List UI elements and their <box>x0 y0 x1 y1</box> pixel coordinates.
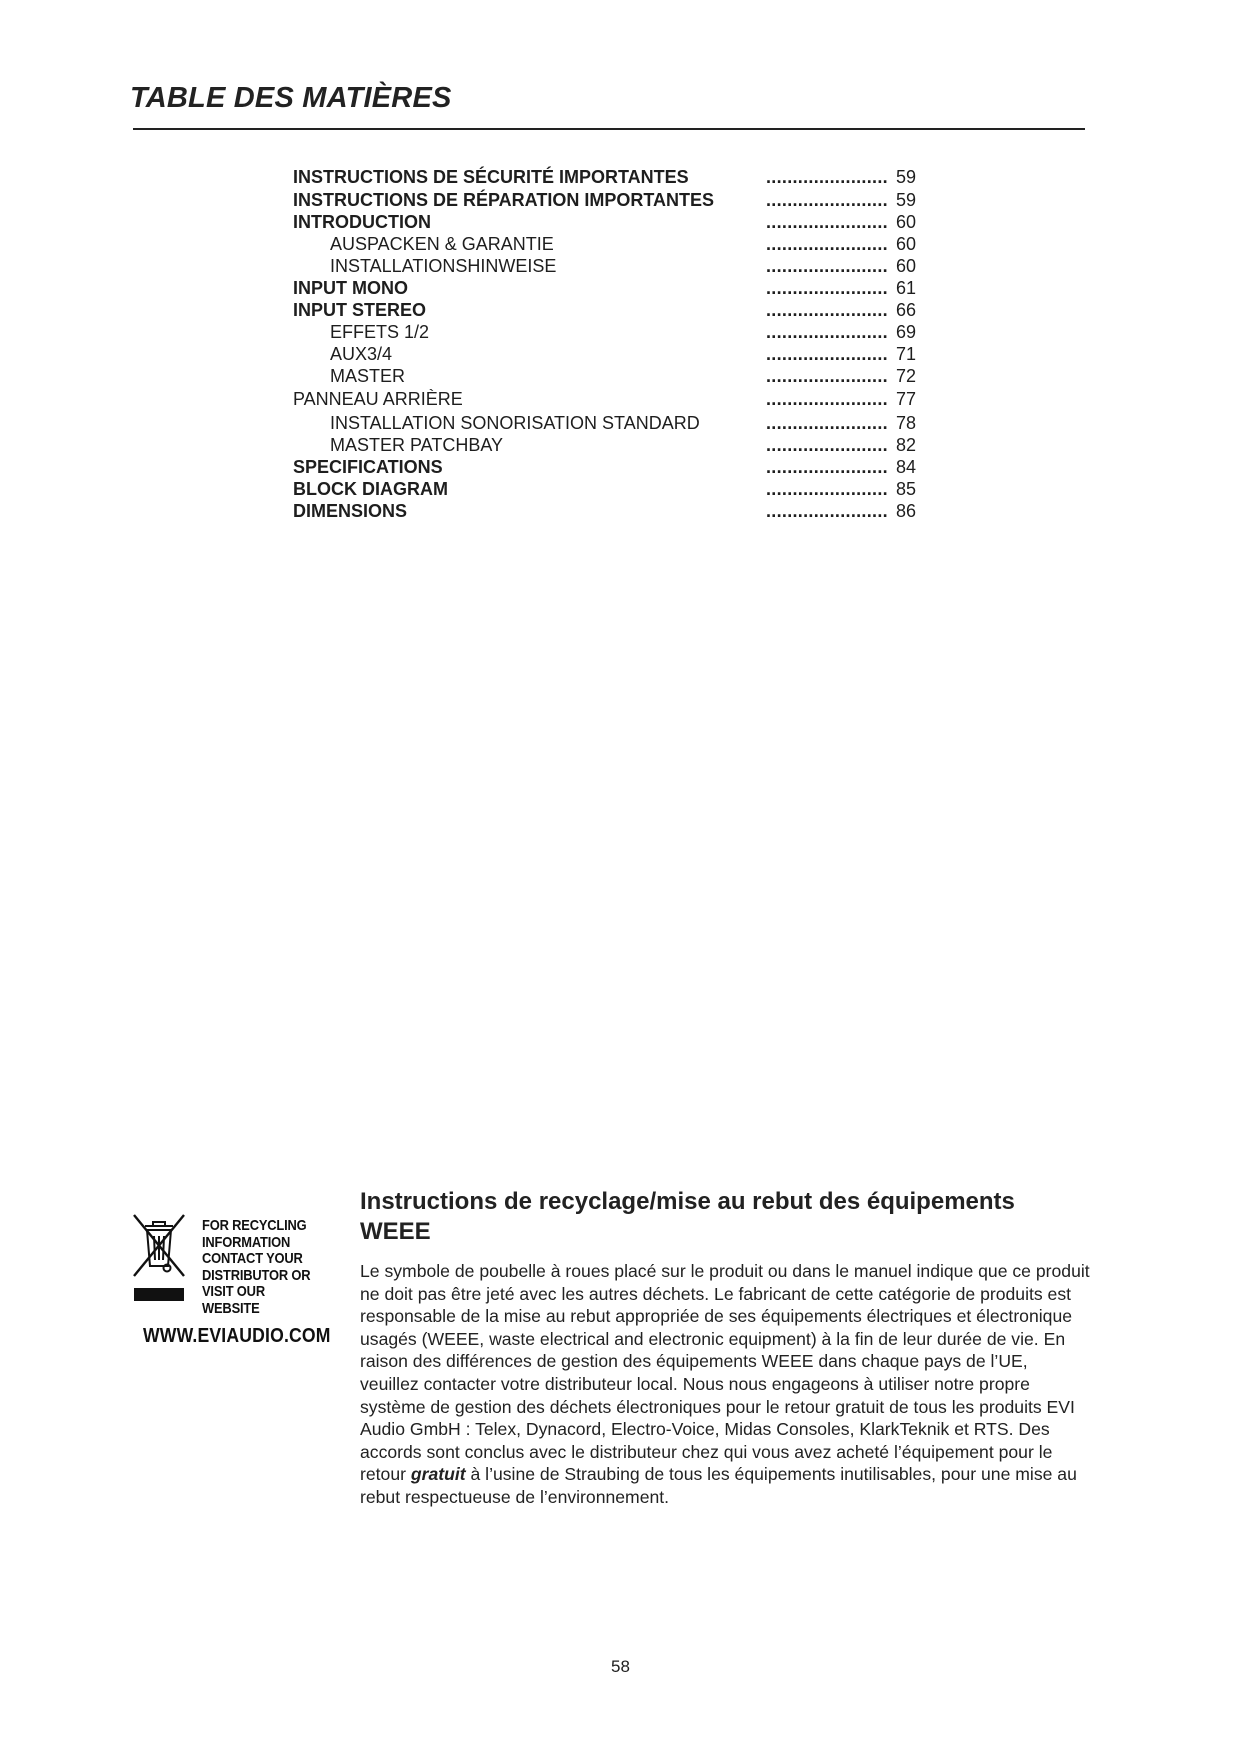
toc-entry-leader: ....................... <box>766 300 888 320</box>
crossed-out-wheelie-bin-icon <box>131 1212 187 1282</box>
recycling-body-emphasis: gratuit <box>410 1464 466 1485</box>
recycling-notice: FOR RECYCLING INFORMATION CONTACT YOUR DISTRIBUTOR OR VISIT OUR WEBSITE <box>202 1217 311 1317</box>
toc-entry-page: 69 <box>896 322 917 342</box>
recycling-body <box>360 1260 1090 1509</box>
toc-entry-page: 60 <box>896 212 917 232</box>
toc-entry-leader: ....................... <box>766 167 888 187</box>
toc-entry-label: INPUT STEREO <box>293 300 427 320</box>
toc-entry-page: 84 <box>896 457 917 477</box>
toc-entry[interactable] <box>0 388 1241 410</box>
toc-entry[interactable] <box>0 255 1241 277</box>
toc-entry-page: 77 <box>896 389 917 409</box>
toc-entry-leader: ....................... <box>766 212 888 232</box>
toc-entry-label: INTRODUCTION <box>293 212 431 232</box>
toc-entry[interactable] <box>0 321 1241 343</box>
toc-entry-label: INPUT MONO <box>293 278 408 298</box>
toc-entry-page: 85 <box>896 479 917 499</box>
toc-entry[interactable] <box>0 343 1241 365</box>
toc-entry-page: 66 <box>896 300 917 320</box>
toc-entry[interactable] <box>0 299 1241 321</box>
title-divider <box>133 128 1085 130</box>
toc-entry-label: INSTRUCTIONS DE SÉCURITÉ IMPORTANTES <box>293 167 689 187</box>
toc-entry-page: 78 <box>896 413 917 433</box>
toc-entry[interactable] <box>0 500 1241 522</box>
toc-entry-label: BLOCK DIAGRAM <box>293 479 448 499</box>
toc-entry-page: 86 <box>896 501 917 521</box>
page-number: 58 <box>611 1657 630 1676</box>
toc-entry-label: MASTER <box>330 366 406 386</box>
toc-entry-label: INSTALLATIONSHINWEISE <box>330 256 557 276</box>
toc-entry[interactable] <box>0 365 1241 387</box>
toc-entry-page: 82 <box>896 435 917 455</box>
toc-entry-label: INSTALLATION SONORISATION STANDARD <box>330 413 700 433</box>
toc-entry-leader: ....................... <box>766 457 888 477</box>
weee-bar-symbol <box>134 1288 184 1301</box>
toc-entry-leader: ....................... <box>766 413 888 433</box>
toc-entry-label: INSTRUCTIONS DE RÉPARATION IMPORTANTES <box>293 190 715 210</box>
toc-entry-leader: ....................... <box>766 190 888 210</box>
toc-entry[interactable] <box>0 412 1241 434</box>
toc-entry-leader: ....................... <box>766 256 888 276</box>
toc-entry-page: 59 <box>896 167 917 187</box>
toc-entry-page: 60 <box>896 234 917 254</box>
toc-entry-leader: ....................... <box>766 501 888 521</box>
toc-entry-leader: ....................... <box>766 344 888 364</box>
toc-entry-page: 60 <box>896 256 917 276</box>
toc-entry-page: 72 <box>896 366 917 386</box>
toc-entry-label: MASTER PATCHBAY <box>330 435 504 455</box>
toc-entry-label: EFFETS 1/2 <box>330 322 430 342</box>
toc-entry-page: 61 <box>896 278 917 298</box>
toc-entry-leader: ....................... <box>766 234 888 254</box>
toc-entry[interactable] <box>0 233 1241 255</box>
recycling-body-text-end: à l’usine de Straubing de tous les équipements inutilisables, pour une mise au rebut respectueuse de l’environnement. <box>360 1464 1077 1507</box>
toc-entry[interactable] <box>0 211 1241 233</box>
page-title: TABLE DES MATIÈRES <box>130 82 452 114</box>
toc-entry-label: DIMENSIONS <box>293 501 408 521</box>
toc-entry-label: SPECIFICATIONS <box>293 457 443 477</box>
toc-entry-label: AUSPACKEN & GARANTIE <box>330 234 554 254</box>
toc-entry[interactable] <box>0 456 1241 478</box>
website-link[interactable]: WWW.EVIAUDIO.COM <box>143 1325 331 1347</box>
toc-entry-page: 71 <box>896 344 917 364</box>
toc-entry-label: AUX3/4 <box>330 344 393 364</box>
toc-entry-leader: ....................... <box>766 389 888 409</box>
toc-entry[interactable] <box>0 166 1241 188</box>
recycling-body-text: Le symbole de poubelle à roues placé sur le produit ou dans le manuel indique que ce produit ne doit pas être jeté avec les autres déchets. Le fabricant de cette catégorie de produits est responsable de la mise au rebut appropriée de ses équipements électriques et électronique usagés (WEEE, waste electrical and electronic equipment) à la fin de leur durée de vie. En raison des différences de gestion des équipements WEEE dans chaque pays de l’UE, veuillez contacter votre distributeur local. Nous nous engageons à utiliser notre propre système de gestion des déchets électroniques pour le retour gratuit de tous les produits EVI Audio GmbH : Telex, Dynacord, Electro-Voice, Midas Consoles, KlarkTeknik et RTS. Des accords sont conclus avec le distributeur chez qui vous avez acheté l’équipement pour le retour <box>360 1261 1090 1485</box>
toc-entry-leader: ....................... <box>766 278 888 298</box>
toc-entry-page: 59 <box>896 190 917 210</box>
toc-entry-leader: ....................... <box>766 435 888 455</box>
toc-entry[interactable] <box>0 277 1241 299</box>
recycling-heading: Instructions de recyclage/mise au rebut des équipements WEEE <box>360 1188 1015 1245</box>
toc-entry[interactable] <box>0 189 1241 211</box>
toc-entry-leader: ....................... <box>766 366 888 386</box>
toc-entry[interactable] <box>0 434 1241 456</box>
toc-entry-label: PANNEAU ARRIÈRE <box>293 389 463 409</box>
toc-entry-leader: ....................... <box>766 479 888 499</box>
toc-entry-leader: ....................... <box>766 322 888 342</box>
toc-entry[interactable] <box>0 478 1241 500</box>
